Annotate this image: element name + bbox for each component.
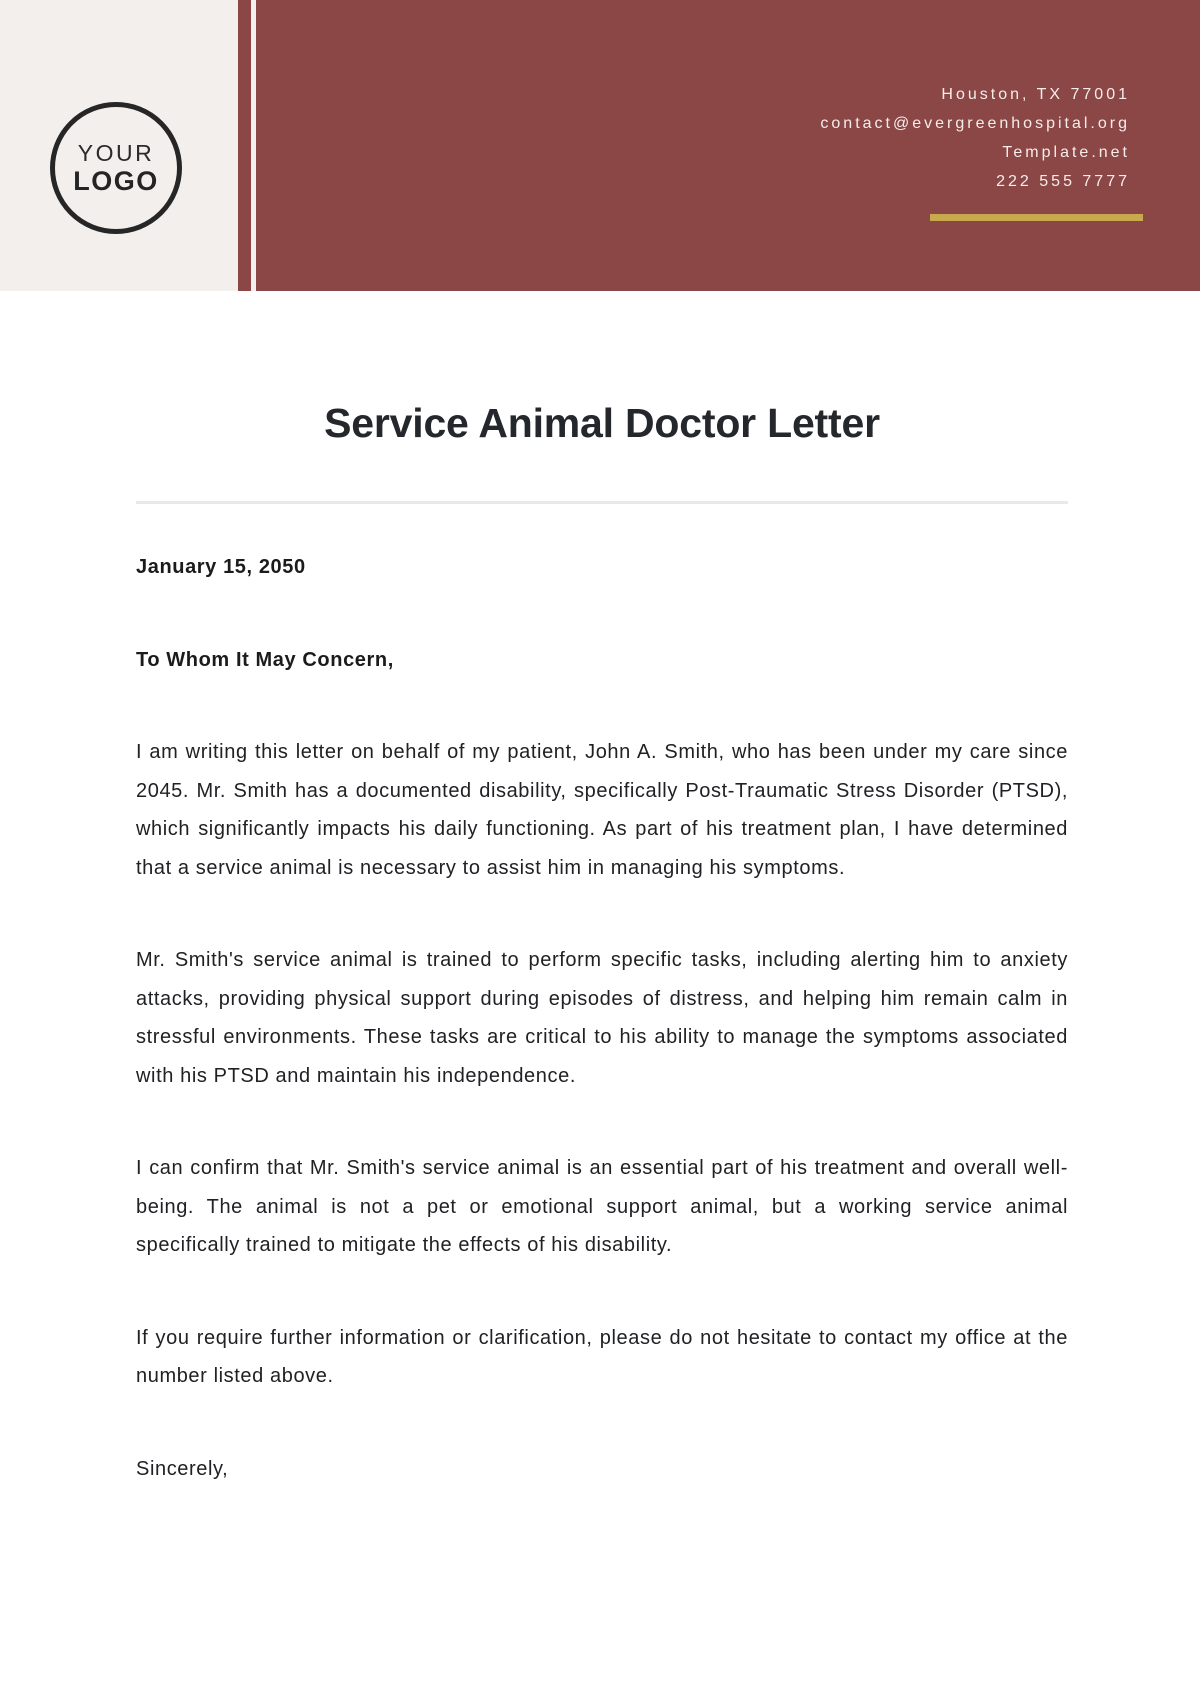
letter-salutation: To Whom It May Concern, xyxy=(136,648,394,671)
letter-paragraph-1: I am writing this letter on behalf of my patient, John A. Smith, who has been under my care since 2045. Mr. Smith has a documented disability, specifically Post-Traumatic Stress Disorder (PTSD), which significantly impacts his daily functioning. As part of his treatment plan, I have determined that a service animal is necessary to assist him in managing his symptoms. xyxy=(136,741,1068,879)
logo-text-your: YOUR xyxy=(77,140,155,166)
accent-stripe xyxy=(238,0,251,291)
company-logo xyxy=(50,102,182,234)
contact-website: Template.net xyxy=(1002,144,1130,161)
contact-address: Houston, TX 77001 xyxy=(941,86,1130,103)
letter-paragraph-3: I can confirm that Mr. Smith's service animal is an essential part of his treatment and overall well-being. The animal is not a pet or emotional support animal, but a working service animal specifically trained to mitigate the effects of his disability. xyxy=(136,1157,1068,1256)
title-divider xyxy=(136,501,1068,504)
contact-phone: 222 555 7777 xyxy=(996,173,1130,190)
letter-closing: Sincerely, xyxy=(136,1457,229,1480)
contact-info-block xyxy=(820,80,1143,221)
letter-paragraph-4: If you require further information or clarification, please do not hesitate to contact my office at the number listed above. xyxy=(136,1326,1068,1387)
gold-divider xyxy=(930,214,1143,221)
page-title: Service Animal Doctor Letter xyxy=(324,400,880,446)
contact-email: contact@evergreenhospital.org xyxy=(820,115,1130,132)
letter-paragraph-2: Mr. Smith's service animal is trained to perform specific tasks, including alerting him to anxiety attacks, providing physical support during episodes of distress, and helping him remain calm in stressful environments. These tasks are critical to his ability to manage the symptoms associated with his PTSD and maintain his independence. xyxy=(136,949,1068,1087)
letterhead-maroon-panel xyxy=(256,0,1200,291)
letter-date: January 15, 2050 xyxy=(136,556,306,578)
letter-page xyxy=(0,398,1200,1608)
letterhead xyxy=(0,0,1200,291)
logo-text-logo: LOGO xyxy=(73,166,159,196)
